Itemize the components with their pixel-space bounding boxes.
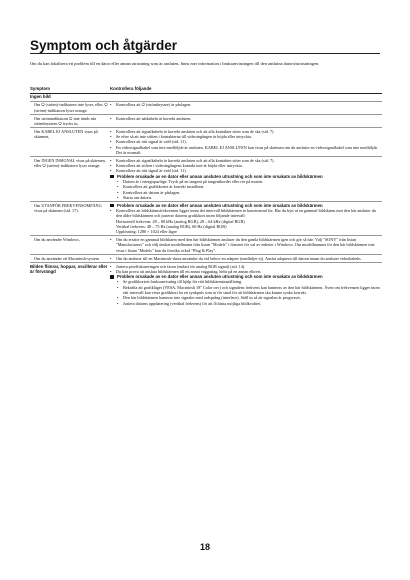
- section-row: [30, 93, 382, 101]
- symptom-cell: Om ⏻ (ström)-indikatorn inte lyser, eller, ⏻ (ström)-indikatorn lyser orange.: [34, 102, 108, 113]
- check-item: • Bekräfta att grafikläget (VESA, Macintosh 19" Color osv) och signalens frekvens kan hanteras av den här bildskärmen. Även om frekvensen ligger inom rätt intervall kan vissa grafikkort ha en synkpuls som är för smal för att bildskärmen ska kunna synka korrekt.: [117, 285, 382, 296]
- symptom-cell: Om du använder ett Macintosh-system: [34, 255, 99, 261]
- section-title-flicker: Bilden flimrar, hoppar, oscillerar eller är förvrängd: [30, 262, 110, 306]
- symptom-cell: Om strömindikatorn ⏻ inte tänds när strömbrytaren ⏻ trycks in,: [34, 115, 97, 126]
- troubleshooting-table: [30, 85, 382, 307]
- computer-problem-heading: Problem orsakade av en dator eller annan ansluten utrustning och som inte orsakats av bildskärmen: [110, 174, 382, 179]
- check-item: • Datorn är i energisparläge. Tryck på en tangent på tangentbordet eller rör på musen.: [117, 179, 382, 184]
- symptom-cell: Om UTANFÖR FREKVENSOMFÅNG visas på skärmen (sid. 17).: [34, 202, 102, 214]
- check-item: • Kontrollera att rätt signal är vald (sid. 11).: [110, 139, 382, 144]
- check-item: • Kontrollera att datorn är påslagen.: [117, 190, 382, 195]
- check-item: • Kontrollera att ⏻ (strömbrytare) är påslagen.: [110, 102, 382, 107]
- check-item: • Se grafikkortets bruksanvisning till hjälp för rätt bildskärmsinställning.: [117, 279, 382, 284]
- table-row: [30, 127, 382, 156]
- check-item: • Om du ersatte en gammal bildskärm med den här bildskärmen ansluter du den gamla bildskärmen igen och gör så här: Välj "SONY" från listan "Manufacturers" och välj önskat modellnamn från listan "Models" i fönstret för val av enheter i Windows. Om modellnamnet för den här bildskärmen inte visas i listan "Models" kan du försöka också "Plug & Play".: [110, 237, 382, 253]
- check-item: • Se efter så att inte stiften i kontakterna till videoingången är böjda eller intryckta.: [110, 134, 382, 139]
- check-header: Kontrollera följande: [110, 85, 382, 93]
- check-item: • Starta om datorn.: [117, 195, 382, 200]
- table-row: [30, 157, 382, 202]
- page-number: 18: [199, 542, 210, 552]
- frequency-line: Horisontell frekvens: 28 – 80 kHz (analog RGB), 28 – 64 kHz (digital RGB): [116, 218, 245, 224]
- check-item: • Du kan prova att ansluta bildskärmen till ett annat vägguttag, helst på en annan elkrets.: [110, 269, 382, 274]
- check-item: • Kontrollera att rätt signal är vald (sid. 11).: [110, 168, 382, 173]
- table-header: [30, 85, 382, 93]
- page-title: Symptom och åtgärder: [30, 38, 178, 53]
- symptom-cell: Om du använder Windows,: [34, 237, 80, 243]
- symptom-cell: Om INGEN INSIGNAL visas på skärmen, eller ⏻ (ström)-indikatorn lyser orange.: [34, 157, 106, 169]
- check-item: • Kontrollera att bildskärmsfrekvensen ligger inom det intervall bildskärmen är konstruerad för. Har du bytt ut en gammal bildskärm mot den här ansluter du den äldre bildskärmen och justerar datorns grafikkort inom följande intervall:: [110, 208, 382, 219]
- check-item: • Kontrollera att signalkabeln är korrekt ansluten och att alla kontakter sitter som de ska (sid. 7).: [110, 129, 382, 134]
- intro-paragraph: Om du kan lokalisera ett problem till en dator eller annan utrustning som är ansluten, finns mer information i bruksanvisningen till den anslutna datorn/utrustningen.: [30, 61, 320, 66]
- check-item: • Om du ansluter till en Macintosh-dator använder du vid behov en adapter (medföljer ej). Anslut adaptern till datorn innan du ansluter videokabeln.: [110, 256, 382, 261]
- check-item: • En videosignalkabel som inte medföljde är ansluten. KABEL EJ ANSLUTEN kan visas på skärmen om du ansluter en videosignalkabel som inte medföljde. Det är normalt.: [110, 145, 382, 156]
- frequency-line: Vertikal frekvens: 48 – 75 Hz (analog RGB), 60 Hz (digital RGB): [116, 223, 227, 229]
- table-row: [30, 101, 382, 114]
- section-title-no-picture: Ingen bild: [30, 93, 382, 101]
- table-row: [30, 262, 382, 306]
- check-item: • Kontrollera att stiften i videoingångens kontakt inte är böjda eller intryckta.: [110, 163, 382, 168]
- table-row: [30, 114, 382, 127]
- title-rule: [30, 53, 380, 54]
- table-row: [30, 254, 382, 262]
- computer-problem-heading: Problem orsakade av en dator eller annan ansluten utrustning och som inte orsakats av bildskärmen: [110, 203, 382, 208]
- check-item: • Kontrollera att grafikkortet är korrekt installerat.: [117, 184, 382, 189]
- check-item: • Kontrollera att signalkabeln är korrekt ansluten och att alla kontakter sitter som de ska (sid. 7).: [110, 158, 382, 163]
- resolution-line: Upplösning: 1280 × 1024 eller lägre: [116, 229, 177, 235]
- check-item: • Justera pixelfokuseringen och fasen (endast för analog RGB signal) (sid. 14).: [110, 264, 382, 269]
- symptom-cell: Om KABEL EJ ANSLUTEN visas på skärmen,: [34, 128, 98, 140]
- check-item: • Justera datorns uppdatering (vertikal frekvens) för att få bästa möjliga bildkvalitet.: [117, 301, 382, 306]
- table-row: [30, 236, 382, 254]
- check-item: • Kontrollera att nätkabeln är korrekt ansluten.: [110, 116, 382, 121]
- symptom-header: Symptom: [30, 85, 110, 93]
- check-item: • Den här bildskärmen hanterar inte signaler med radsprång (interlace). Ställ in så att signalen är progressiv.: [117, 295, 382, 300]
- computer-problem-heading: Problem orsakade av en dator eller annan ansluten utrustning och som inte orsakats av bildskärmen: [110, 274, 382, 279]
- table-row: [30, 201, 382, 235]
